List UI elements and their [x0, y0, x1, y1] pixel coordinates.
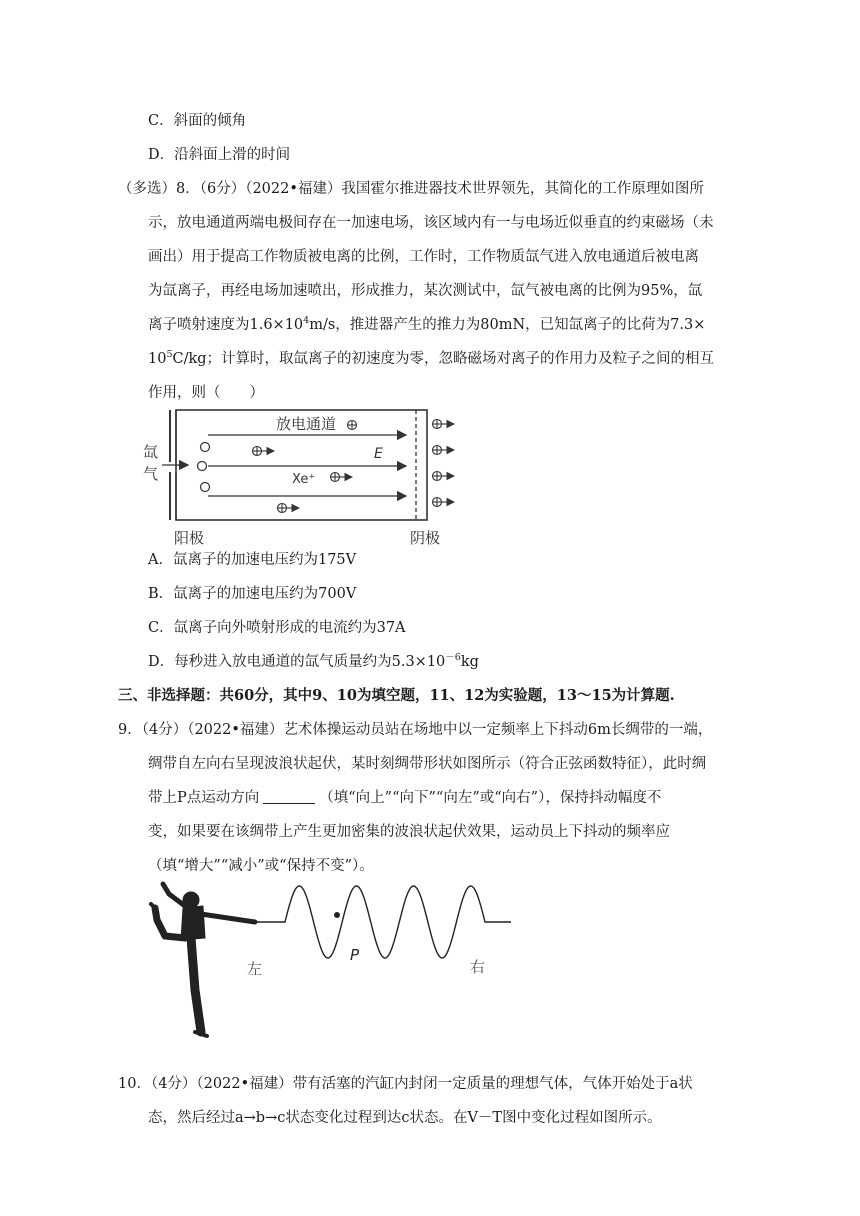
q8-stem-line-6: $10^5C/kg$；计算时，取氙离子的初速度为零，忽略磁场对离子的作用力及粒子之间的相互 — [148, 349, 715, 367]
gymnast-silhouette — [151, 884, 255, 1036]
answer-blank[interactable] — [263, 789, 315, 804]
q8-stem-line-3: 画出）用于提高工作物质被电离的比例，工作时，工作物质氙气进入放电通道后被电离 — [148, 249, 699, 265]
q9-stem-line-1: 9．（4分）（2022•福建）艺术体操运动员站在场地中以一定频率上下抖动6m长绸带的一端， — [118, 722, 713, 738]
ion-inside — [253, 447, 275, 456]
q7-option-d: D．沿斜面上滑的时间 — [148, 147, 291, 163]
ejected-ion — [433, 498, 455, 507]
hall-thruster-diagram — [140, 405, 470, 545]
q7-option-c: C．斜面的倾角 — [148, 113, 247, 129]
channel-label: 放电通道 — [276, 415, 337, 433]
ejected-ion — [433, 472, 455, 481]
ejected-ion — [433, 420, 455, 429]
q9-stem-line-5: （填“增大”“减小”或“保持不变”）。 — [148, 858, 374, 874]
q8-option-c: C．氙离子向外喷射形成的电流约为37A — [148, 620, 406, 636]
ribbon-wave — [255, 886, 511, 958]
q10-stem-line-1: 10．（4分）（2022•福建）带有活塞的汽缸内封闭一定质量的理想气体，气体开始处于a状 — [118, 1076, 693, 1092]
cathode-label: 阴极 — [410, 529, 441, 545]
ion-inside — [331, 473, 353, 482]
q8-stem-line-1: （多选）8．（6分）（2022•福建）我国霍尔推进器技术世界领先，其简化的工作原理如图所 — [118, 181, 704, 197]
q9-stem-line-3: 带上P点运动方向 （填“向上”“向下”“向左”或“向右”），保持抖动幅度不 — [148, 790, 662, 806]
ejected-ion — [433, 446, 455, 455]
ion-label: Xe⁺ — [292, 472, 316, 487]
q8-option-b: B．氙离子的加速电压约为700V — [148, 586, 357, 602]
q9-stem-line-2: 绸带自左向右呈现波浪状起伏，某时刻绸带形状如图所示（符合正弦函数特征），此时绸 — [148, 756, 707, 772]
q8-stem-line-7: 作用，则（ ） — [148, 385, 264, 401]
xenon-atom — [198, 462, 207, 471]
gas-label-1: 氙 — [143, 443, 159, 461]
q10-stem-line-2: 态，然后经过a→b→c状态变化过程到达c状态。在V－T图中变化过程如图所示。 — [148, 1110, 662, 1126]
q8-option-d: D．每秒进入放电通道的氙气质量约为$5.3\times 10^{-6}kg$ — [148, 652, 479, 670]
anode-label: 阳极 — [174, 529, 205, 545]
section-heading: 三、非选择题：共60分，其中9、10为填空题，11、12为实验题，13～15为计算题. — [118, 687, 675, 704]
q8-option-a: A．氙离子的加速电压约为175V — [148, 552, 357, 568]
q8-stem-line-4: 为氙离子，再经电场加速喷出，形成推力，某次测试中，氙气被电离的比例为95%，氙 — [148, 283, 703, 299]
gas-label-2: 气 — [143, 465, 159, 483]
field-label: E — [374, 446, 383, 462]
ion-inside — [348, 421, 357, 430]
q8-stem-line-2: 示，放电通道两端电极间存在一加速电场，该区域内有一与电场近似垂直的约束磁场（未 — [148, 215, 714, 231]
xenon-atom — [201, 443, 210, 452]
right-label: 右 — [470, 958, 486, 976]
ribbon-wave-diagram — [145, 880, 525, 1040]
q8-stem-line-5: 离子喷射速度为$1.6\times 10^4m/s$，推进器产生的推力为80mN，已知氙离子的比荷为7.3× — [148, 315, 706, 333]
xenon-atom — [201, 483, 210, 492]
point-p-label: P — [350, 946, 360, 964]
left-label: 左 — [247, 960, 263, 978]
q9-stem-line-4: 变，如果要在该绸带上产生更加密集的波浪状起伏效果，运动员上下抖动的频率应 — [148, 824, 670, 840]
ion-inside — [278, 504, 300, 513]
point-p-marker — [334, 912, 340, 918]
